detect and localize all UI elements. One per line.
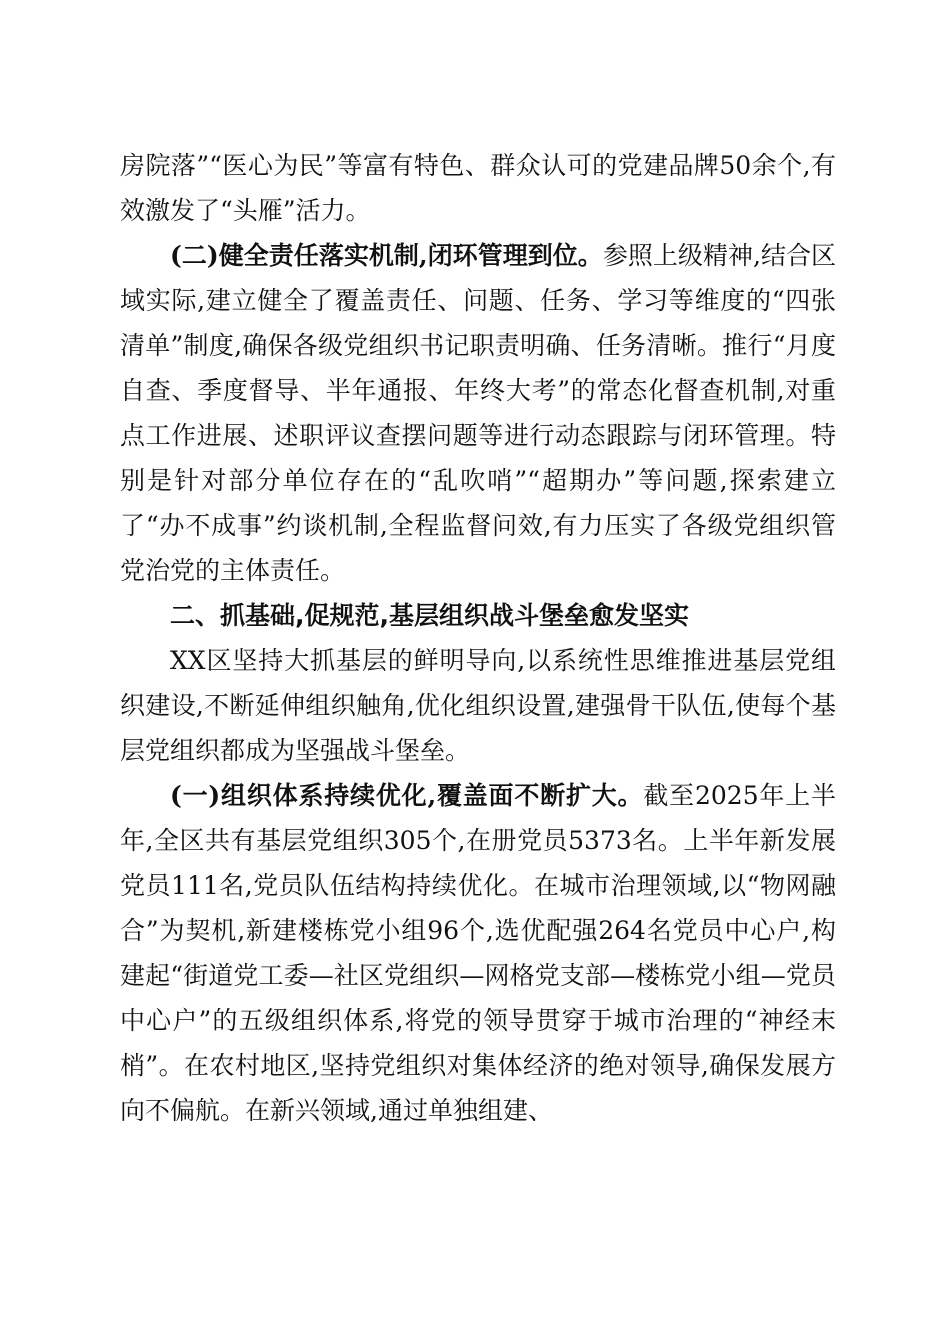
paragraph-continuation: 房院落”“医心为民”等富有特色、群众认可的党建品牌50余个,有效激发了“头雁”活力。 <box>120 151 836 225</box>
paragraph-responsibility-body: 参照上级精神,结合区域实际,建立健全了覆盖责任、问题、任务、学习等维度的“四张清单”制度,确保各级党组织书记职责明确、任务清晰。推行“月度自查、季度督导、半年通报、年终大考”的常态化督查机制,对重点工作进展、述职评议查摆问题等进行动态跟踪与闭环管理。特别是针对部分单位存在的“乱吹哨”“超期办”等问题,探索建立了“办不成事”约谈机制,全程监督问效,有力压实了各级党组织管党治党的主体责任。 <box>120 241 836 585</box>
subheading-responsibility-mechanism: (二)健全责任落实机制,闭环管理到位。 <box>170 241 603 270</box>
paragraph-organization-system <box>120 773 836 1133</box>
section-heading-2: 二、抓基础,促规范,基层组织战斗堡垒愈发坚实 <box>170 601 689 630</box>
paragraph-organization-body: 截至2025年上半年,全区共有基层党组织305个,在册党员5373名。上半年新发展党员111名,党员队伍结构持续优化。在城市治理领域,以“物网融合”为契机,新建楼栋党小组96个,选优配强264名党员中心户,构建起“街道党工委—社区党组织—网格党支部—楼栋党小组—党员中心户”的五级组织体系,将党的领导贯穿于城市治理的“神经末梢”。在农村地区,坚持党组织对集体经济的绝对领导,确保发展方向不偏航。在新兴领域,通过单独组建、 <box>120 781 836 1125</box>
paragraph-section-intro: XX区坚持大抓基层的鲜明导向,以系统性思维推进基层党组织建设,不断延伸组织触角,优化组织设置,建强骨干队伍,使每个基层党组织都成为坚强战斗堡垒。 <box>120 646 836 765</box>
document-page <box>120 143 836 1133</box>
paragraph-responsibility-mechanism <box>120 233 836 593</box>
subheading-organization-system: (一)组织体系持续优化,覆盖面不断扩大。 <box>170 781 644 810</box>
